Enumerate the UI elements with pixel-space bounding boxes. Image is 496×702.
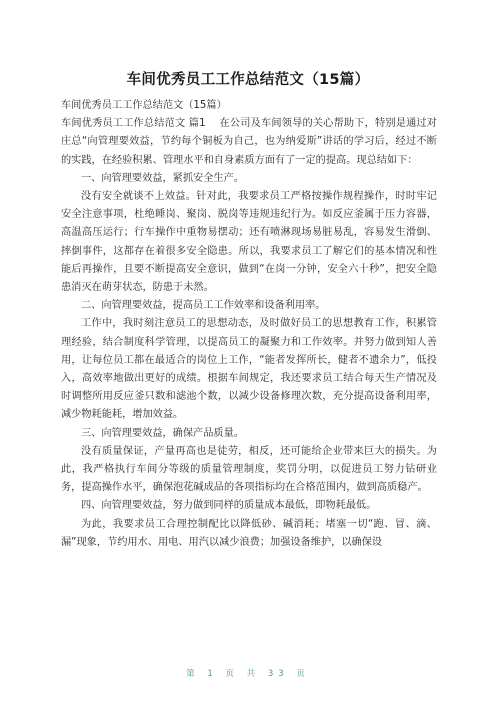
section-heading-1: 一、向管理要效益，紧抓安全生产。: [81, 172, 244, 184]
paragraph-intro: 车间优秀员工工作总结范文 篇1 在公司及车间领导的关心帮助下，特别是通过对庄总“向管理要效益，节约每个铜板为自己，也为纳爱斯”讲话的学习后，经过不断的实践，在经验积累、管理水平和自身素质方面有了一定的提高。现总结如下：: [61, 118, 437, 166]
document-subtitle: 车间优秀员工工作总结范文（15篇）: [61, 100, 227, 111]
paragraph-2: 工作中，我时刻注意员工的思想动态，及时做好员工的思想教育工作，积累管理经验，结合制度科学管理，以提高员工的凝聚力和工作效率。并努力做到知人善用，让每位员工都在最适合的岗位上工作，“能者发挥所长，健者不遗余力”，低投入，高效率地做出更好的成绩。根据车间规定，我还要求员工结合每天生产情况及时调整所用反应釜只数和滤池个数，以减少设备修理次数，充分提高设备利用率，减少物耗能耗，增加效益。: [61, 318, 437, 421]
section-heading-3: 三、向管理要效益，确保产品质量。: [81, 427, 244, 439]
paragraph-4: 为此，我要求员工合理控制配比以降低砂、碱消耗；堵塞一切“跑、冒、滴、漏”现象，节约用水、用电、用汽以减少浪费；加强设备维护，以确保设: [61, 518, 437, 548]
document-body: [61, 97, 437, 552]
paragraph-3: 没有质量保证，产量再高也是徒劳，相反，还可能给企业带来巨大的损失。为此，我严格执行车间分等级的质量管理制度，奖罚分明，以促进员工努力钻研业务，提高操作水平，确保泡花碱成品的各项指标均在合格范围内，做到高质稳产。: [61, 445, 437, 494]
page-number-footer: 第 1 页 共 33 页: [186, 669, 310, 679]
section-heading-4: 四、向管理要效益，努力做到同样的质量成本最低，即物耗最低。: [81, 500, 377, 512]
document-title: 车间优秀员工工作总结范文（15篇）: [126, 72, 370, 88]
paragraph-1: 没有安全就谈不上效益。针对此，我要求员工严格按操作规程操作，时时牢记安全注意事项，杜绝睡岗、聚岗、脱岗等违规违纪行为。如反应釜属于压力容器，高温高压运行；行车操作中重物易摆动；还有喷淋现场易脏易乱，容易发生滑倒、摔倒事件，这都存在着很多安全隐患。所以，我要求员工了解它们的基本情况和性能后再操作，且要不断提高安全意识，做到“在岗一分钟，安全六十秒”，把安全隐患消灭在萌芽状态，防患于未然。: [61, 191, 437, 294]
section-heading-2: 二、向管理要效益，提高员工工作效率和设备利用率。: [81, 300, 326, 312]
